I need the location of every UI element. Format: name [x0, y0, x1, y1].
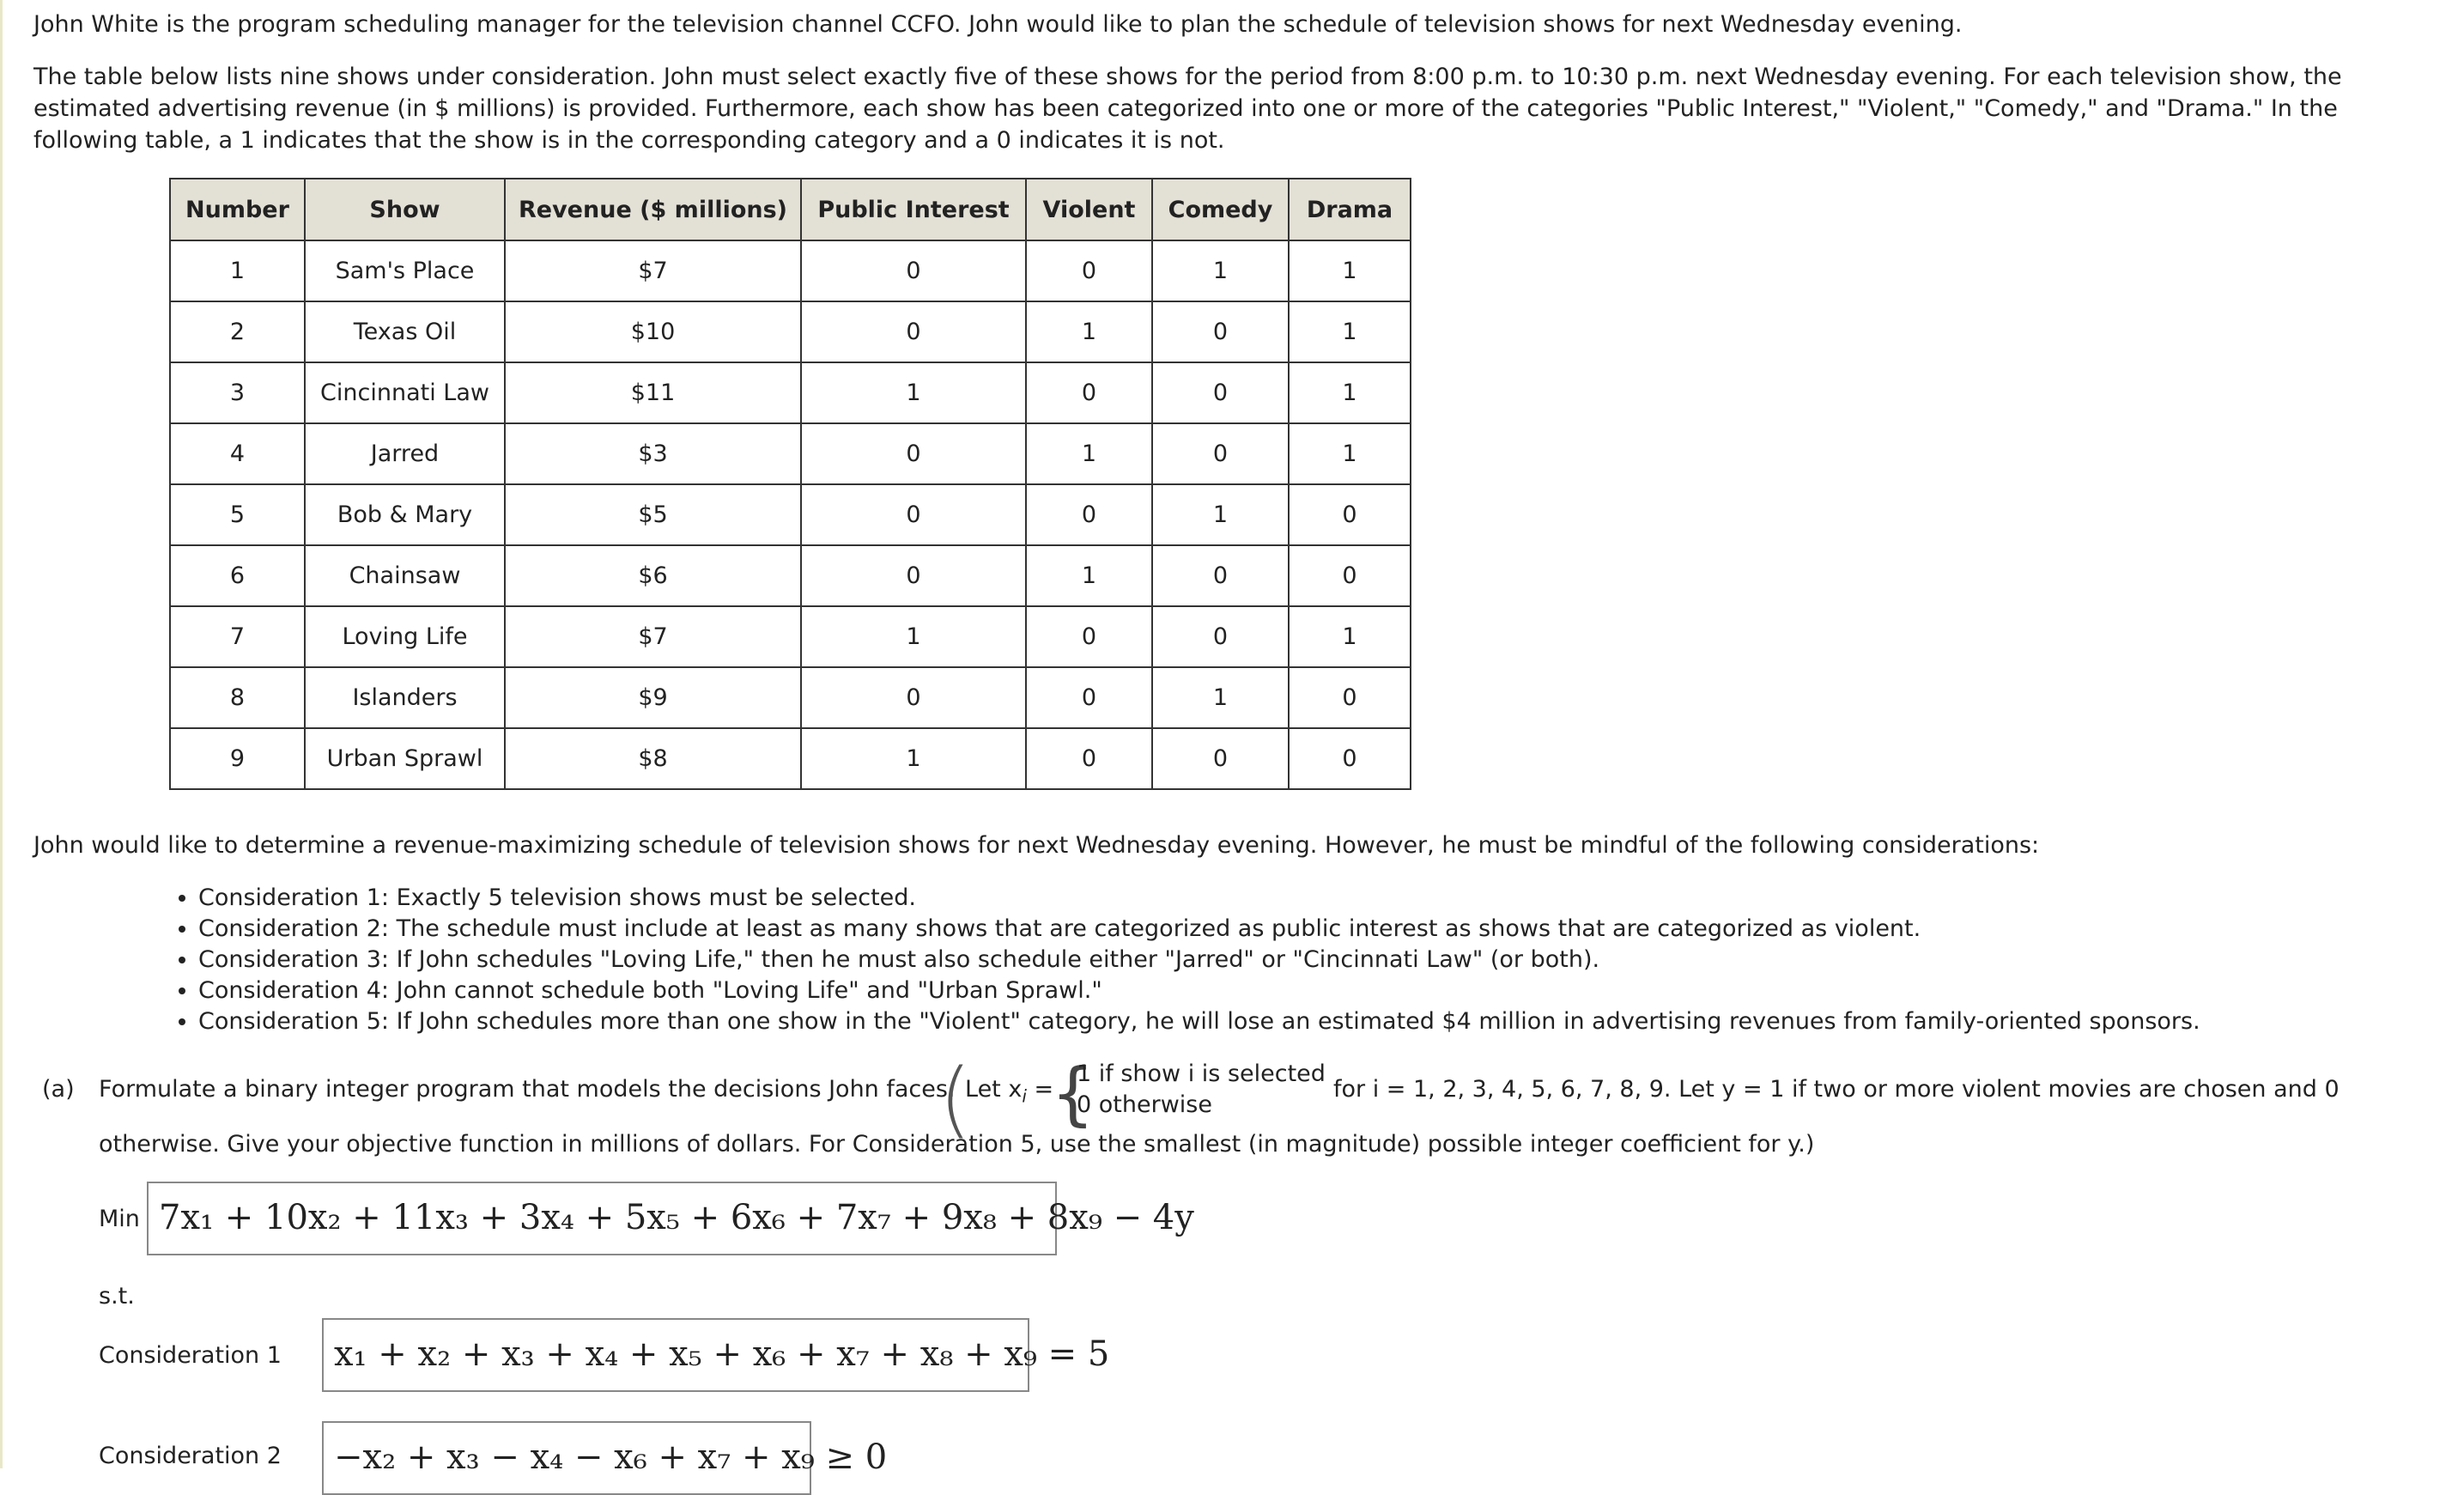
let-x-subscript: i	[1022, 1085, 1027, 1107]
table-row	[170, 606, 1411, 667]
cell-public-interest: 0	[801, 240, 1026, 301]
header-public-interest: Public Interest	[801, 179, 1026, 240]
header-number: Number	[170, 179, 305, 240]
consideration-1-label: Consideration 1	[99, 1342, 282, 1369]
cell-show: Urban Sprawl	[305, 728, 505, 789]
variable-definition	[965, 1073, 1053, 1112]
objective-answer-box[interactable]: 7x₁ + 10x₂ + 11x₃ + 3x₄ + 5x₅ + 6x₆ + 7x₇ + 9x₈ + 8x₉ − 4y	[147, 1182, 1057, 1255]
equals-sign: =	[1034, 1076, 1054, 1103]
cell-drama: 0	[1289, 667, 1411, 728]
cell-number: 6	[170, 545, 305, 606]
description-text: The table below lists nine shows under consideration. John must select exactly five of these shows for the period from 8:00 p.m. to 10:30 p.m. next Wednesday evening. For each television show, the estimated advertising revenue (in $ millions) is provided. Furthermore, each show has been categorized into one or more of the categories "Public Interest," "Violent," "Comedy," and "Drama." In the following table, a 1 indicates that the show is in the corresponding category and a 0 indicates it is not.	[33, 64, 2342, 154]
open-paren: (	[939, 1051, 972, 1147]
let-x-text: Let x	[965, 1076, 1023, 1103]
cell-drama: 1	[1289, 606, 1411, 667]
cell-drama: 1	[1289, 301, 1411, 362]
consideration-1-answer-box[interactable]: x₁ + x₂ + x₃ + x₄ + x₅ + x₆ + x₇ + x₈ + x₉ = 5	[322, 1318, 1029, 1392]
cell-drama: 0	[1289, 484, 1411, 545]
consideration-1: • Consideration 1: Exactly 5 television shows must be selected.	[198, 883, 2345, 914]
cell-show: Sam's Place	[305, 240, 505, 301]
cell-revenue: $6	[505, 545, 801, 606]
cell-number: 5	[170, 484, 305, 545]
cell-violent: 0	[1026, 484, 1152, 545]
cell-drama: 1	[1289, 423, 1411, 484]
intro-text: John White is the program scheduling manager for the television channel CCFO. John would like to plan the schedule of television shows for next Wednesday evening.	[33, 11, 1963, 38]
table-row	[170, 423, 1411, 484]
cell-revenue: $8	[505, 728, 801, 789]
cell-show: Jarred	[305, 423, 505, 484]
table-row	[170, 728, 1411, 789]
cell-number: 2	[170, 301, 305, 362]
cell-public-interest: 0	[801, 545, 1026, 606]
cell-comedy: 0	[1152, 545, 1289, 606]
cell-comedy: 1	[1152, 667, 1289, 728]
cell-revenue: $11	[505, 362, 801, 423]
table-row	[170, 667, 1411, 728]
cell-comedy: 0	[1152, 362, 1289, 423]
table-header-row	[170, 179, 1411, 240]
cell-comedy: 0	[1152, 728, 1289, 789]
considerations-list	[171, 883, 2345, 1037]
cell-violent: 0	[1026, 362, 1152, 423]
cell-number: 4	[170, 423, 305, 484]
cell-public-interest: 0	[801, 301, 1026, 362]
cell-show: Texas Oil	[305, 301, 505, 362]
consideration-3: • Consideration 3: If John schedules "Loving Life," then he must also schedule either "Jarred" or "Cincinnati Law" (or both).	[198, 945, 2345, 975]
part-a-instructions: otherwise. Give your objective function in millions of dollars. For Consideration 5, use the smallest (in magnitude) possible integer coefficient for y.)	[99, 1131, 1815, 1158]
cell-show: Cincinnati Law	[305, 362, 505, 423]
cell-drama: 0	[1289, 545, 1411, 606]
cell-public-interest: 0	[801, 484, 1026, 545]
shows-table	[169, 178, 1411, 790]
cell-violent: 0	[1026, 667, 1152, 728]
cell-violent: 1	[1026, 423, 1152, 484]
cell-show: Loving Life	[305, 606, 505, 667]
table-row	[170, 362, 1411, 423]
cell-violent: 0	[1026, 606, 1152, 667]
cell-violent: 0	[1026, 240, 1152, 301]
cell-public-interest: 0	[801, 423, 1026, 484]
header-drama: Drama	[1289, 179, 1411, 240]
cell-revenue: $9	[505, 667, 801, 728]
cell-violent: 0	[1026, 728, 1152, 789]
table-row	[170, 301, 1411, 362]
left-border	[0, 0, 3, 1468]
table-row	[170, 240, 1411, 301]
cell-number: 1	[170, 240, 305, 301]
cell-comedy: 0	[1152, 301, 1289, 362]
cell-public-interest: 1	[801, 362, 1026, 423]
header-violent: Violent	[1026, 179, 1152, 240]
cell-show: Islanders	[305, 667, 505, 728]
part-a-text-continued: for i = 1, 2, 3, 4, 5, 6, 7, 8, 9. Let y = 1 if two or more violent movies are chosen and 0	[1333, 1076, 2340, 1103]
min-label: Min	[99, 1206, 140, 1232]
st-label: s.t.	[99, 1283, 135, 1310]
cell-show: Bob & Mary	[305, 484, 505, 545]
table-row	[170, 484, 1411, 545]
cell-number: 7	[170, 606, 305, 667]
cell-violent: 1	[1026, 301, 1152, 362]
consideration-5: • Consideration 5: If John schedules more than one show in the "Violent" category, he will lose an estimated $4 million in advertising revenues from family-oriented sponsors.	[198, 1006, 2345, 1037]
cell-revenue: $7	[505, 606, 801, 667]
cell-number: 3	[170, 362, 305, 423]
header-comedy: Comedy	[1152, 179, 1289, 240]
case-brace: {	[1051, 1054, 1095, 1133]
cell-public-interest: 1	[801, 728, 1026, 789]
cell-revenue: $3	[505, 423, 801, 484]
cell-comedy: 1	[1152, 484, 1289, 545]
cell-comedy: 1	[1152, 240, 1289, 301]
cell-revenue: $7	[505, 240, 801, 301]
cell-drama: 0	[1289, 728, 1411, 789]
cell-revenue: $10	[505, 301, 801, 362]
cell-comedy: 0	[1152, 423, 1289, 484]
cell-revenue: $5	[505, 484, 801, 545]
cell-number: 8	[170, 667, 305, 728]
case-otherwise: 0 otherwise	[1077, 1091, 1212, 1118]
consideration-2-label: Consideration 2	[99, 1443, 282, 1469]
table-row	[170, 545, 1411, 606]
cell-show: Chainsaw	[305, 545, 505, 606]
case-selected: 1 if show i is selected	[1077, 1060, 1326, 1087]
cell-drama: 1	[1289, 240, 1411, 301]
consideration-2-answer-box[interactable]: −x₂ + x₃ − x₄ − x₆ + x₇ + x₉ ≥ 0	[322, 1421, 811, 1495]
cell-violent: 1	[1026, 545, 1152, 606]
cell-public-interest: 1	[801, 606, 1026, 667]
header-revenue: Revenue ($ millions)	[505, 179, 801, 240]
part-a-text: Formulate a binary integer program that models the decisions John faces.	[99, 1076, 956, 1103]
cell-drama: 1	[1289, 362, 1411, 423]
goal-text: John would like to determine a revenue-maximizing schedule of television shows for next Wednesday evening. However, he must be mindful of the following considerations:	[33, 832, 2040, 859]
consideration-2: • Consideration 2: The schedule must include at least as many shows that are categorized as public interest as shows that are categorized as violent.	[198, 914, 2345, 945]
cell-public-interest: 0	[801, 667, 1026, 728]
part-a-label: (a)	[42, 1076, 75, 1103]
cell-number: 9	[170, 728, 305, 789]
consideration-4: • Consideration 4: John cannot schedule both "Loving Life" and "Urban Sprawl."	[198, 975, 2345, 1006]
header-show: Show	[305, 179, 505, 240]
cell-comedy: 0	[1152, 606, 1289, 667]
